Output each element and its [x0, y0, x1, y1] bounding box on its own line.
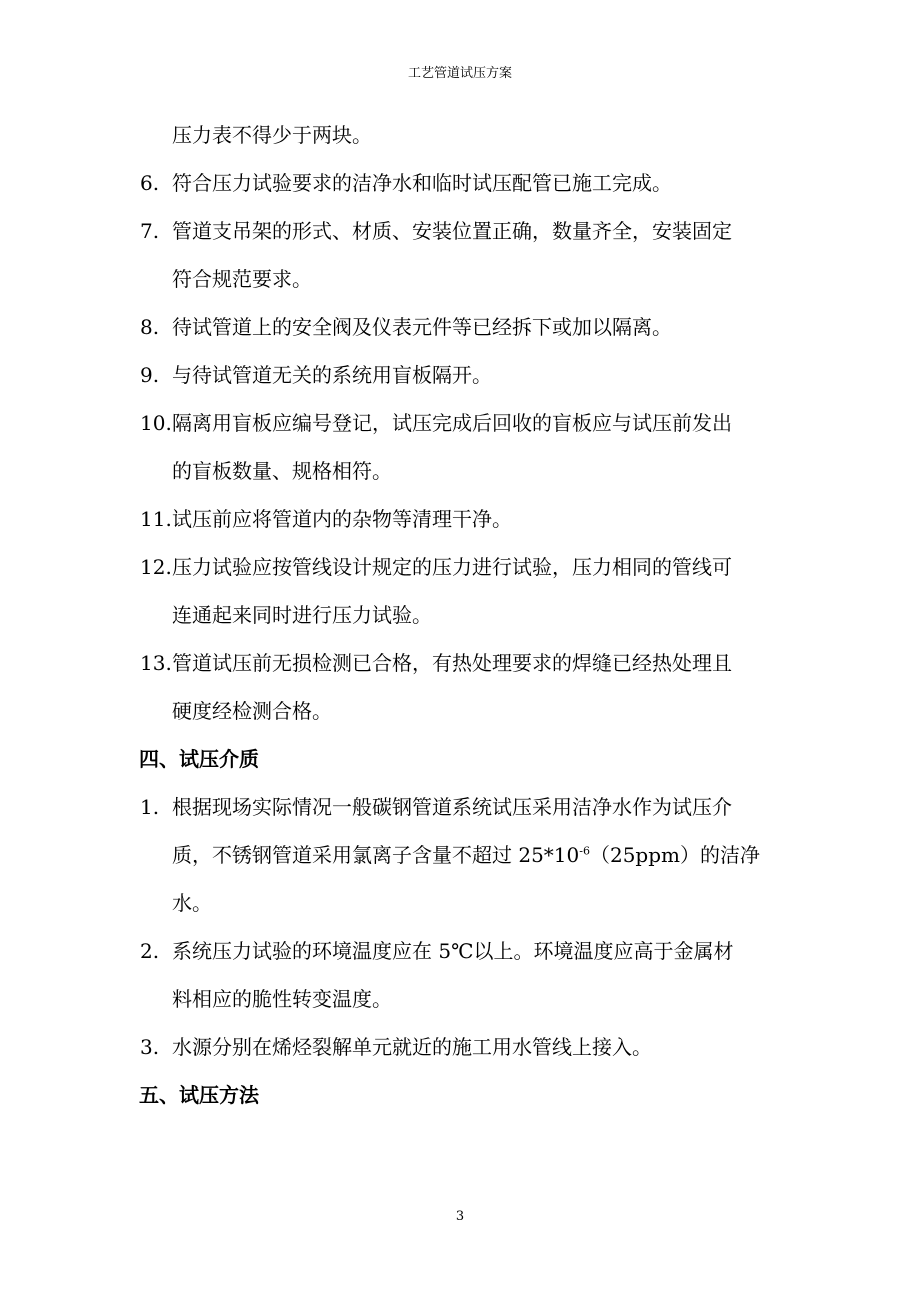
- item-text: 符合规范要求。: [172, 267, 312, 291]
- item-text: 连通起来同时进行压力试验。: [172, 603, 432, 627]
- item-number: 2.: [140, 939, 160, 963]
- paragraph-line: [0, 591, 920, 639]
- list-item-10: [0, 399, 920, 447]
- list-item-6: [0, 159, 920, 207]
- item-text: 水源分别在烯烃裂解单元就近的施工用水管线上接入。: [172, 1035, 652, 1059]
- page-number: 3: [455, 1209, 465, 1224]
- item-number: 3.: [140, 1035, 160, 1059]
- item-number: 7.: [140, 219, 160, 243]
- paragraph-line: [0, 255, 920, 303]
- item-text-part: 质，不锈钢管道采用氯离子含量不超过 25*10: [172, 843, 580, 867]
- item-text: 管道试压前无损检测已合格，有热处理要求的焊缝已经热处理且: [172, 651, 732, 675]
- list-item-3: [0, 1023, 920, 1071]
- item-text-part: （25ppm）的洁净: [589, 843, 761, 867]
- item-text: 硬度经检测合格。: [172, 699, 332, 723]
- item-number: 9.: [140, 363, 160, 387]
- item-text: 料相应的脆性转变温度。: [172, 987, 392, 1011]
- list-item-2: [0, 927, 920, 975]
- paragraph-line: [0, 687, 920, 735]
- item-number: 12.: [140, 555, 172, 579]
- item-text: 隔离用盲板应编号登记，试压完成后回收的盲板应与试压前发出: [172, 411, 732, 435]
- item-text: 根据现场实际情况一般碳钢管道系统试压采用洁净水作为试压介: [172, 795, 732, 819]
- item-text: [172, 831, 760, 879]
- item-text: 压力试验应按管线设计规定的压力进行试验，压力相同的管线可: [172, 555, 732, 579]
- paragraph-line: [0, 111, 920, 159]
- exponent: -6: [579, 844, 590, 858]
- item-text: 与待试管道无关的系统用盲板隔开。: [172, 363, 492, 387]
- item-text: 试压前应将管道内的杂物等清理干净。: [172, 507, 512, 531]
- section-heading-5: [0, 1071, 920, 1119]
- section-heading-4: [0, 735, 920, 783]
- list-item-9: [0, 351, 920, 399]
- item-text: 压力表不得少于两块。: [172, 123, 372, 147]
- list-item-8: [0, 303, 920, 351]
- item-number: 6.: [140, 171, 160, 195]
- list-item-7: [0, 207, 920, 255]
- paragraph-line: [0, 975, 920, 1023]
- item-number: 1.: [140, 795, 160, 819]
- section-title: 五、试压方法: [139, 1083, 259, 1107]
- paragraph-line: [0, 879, 920, 927]
- paragraph-line: [0, 447, 920, 495]
- item-text: 管道支吊架的形式、材质、安装位置正确，数量齐全，安装固定: [172, 219, 732, 243]
- item-text: 符合压力试验要求的洁净水和临时试压配管已施工完成。: [172, 171, 672, 195]
- item-number: 11.: [140, 507, 172, 531]
- list-item-1: [0, 783, 920, 831]
- paragraph-line: [0, 831, 920, 879]
- list-item-13: [0, 639, 920, 687]
- item-text: 系统压力试验的环境温度应在 5℃以上。环境温度应高于金属材: [172, 939, 734, 963]
- item-text: 待试管道上的安全阀及仪表元件等已经拆下或加以隔离。: [172, 315, 672, 339]
- item-text: 的盲板数量、规格相符。: [172, 459, 392, 483]
- item-text: 水。: [172, 891, 212, 915]
- item-number: 10.: [140, 411, 172, 435]
- page-header: 工艺管道试压方案: [407, 66, 512, 81]
- item-number: 8.: [140, 315, 160, 339]
- item-number: 13.: [140, 651, 172, 675]
- section-title: 四、试压介质: [139, 747, 259, 771]
- list-item-11: [0, 495, 920, 543]
- list-item-12: [0, 543, 920, 591]
- document-body: [0, 111, 920, 1119]
